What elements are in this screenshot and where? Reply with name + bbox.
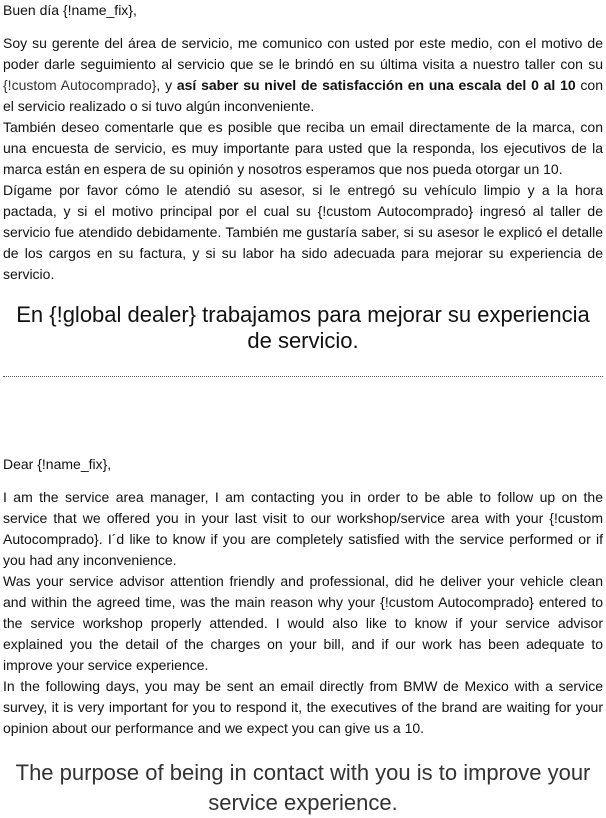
spacer (3, 475, 603, 487)
spanish-paragraph-1-text-b: , y (156, 77, 177, 93)
english-paragraph-3: In the following days, you may be sent an email directly from BMW de Mexico with a service survey, it is very important for you to respond it, the executives of the brand are waiting for your opinion about our performance and we expect you can give us a 10. (3, 678, 603, 736)
spanish-closing-heading: En {!global dealer} trabajamos para mejorar su experiencia de servicio. (16, 302, 590, 353)
english-paragraph-1-text-b: . I´d like to know if you are completely satisfied with the service performed or if you had any inconvenience. (3, 531, 603, 568)
english-paragraph-1-text-a: I am the service area manager, I am contacting you in order to be able to follow up on the service that we offered you in your last visit to our workshop/service area with your (3, 489, 603, 526)
spacer (3, 21, 603, 33)
email-template-document (3, 0, 603, 818)
english-paragraph-1 (3, 487, 603, 571)
english-closing-heading: The purpose of being in contact with you is to improve your service experience. (15, 760, 591, 815)
english-greeting: Dear {!name_fix}, (3, 456, 112, 472)
english-paragraph-2: Was your service advisor attention friendly and professional, did he deliver your vehicle clean and within the agreed time, was the main reason why your {!custom Autocomprado} entered to the service workshop properly attended. I would also like to know if your service advisor explained you the detail of the charges on your bill, and if our work has been adequate to improve your service experience. (3, 573, 603, 673)
spanish-paragraph-2: También deseo comentarle que es posible que reciba un email directamente de la marca, con una encuesta de servicio, es muy importante para usted que la responda, los ejecutivos de la marca están en espera de su opinión y nosotros esperamos que nos pueda otorgar un 10. (3, 119, 603, 177)
spanish-paragraph-3: Dígame por favor cómo le atendió su asesor, si le entregó su vehículo limpio y a la hora pactada, y si el motivo principal por el cual su {!custom Autocomprado} ingresó al taller de servicio fue atendido debidamente. También me gustaría saber, si su asesor le explicó el detalle de los cargos en su factura, y si su labor ha sido adecuada para mejorar su experiencia de servicio. (3, 182, 603, 282)
custom-autocomprado-token: {!custom Autocomprado} (3, 77, 157, 93)
spanish-section (3, 0, 603, 354)
section-divider (3, 376, 603, 377)
spacer (3, 385, 603, 454)
spanish-paragraph-1-bold: así saber su nivel de satisfacción en una escala del 0 al 10 (176, 77, 576, 93)
spanish-paragraph-1-text-c: con el servicio realizado o si tuvo algún inconveniente. (3, 77, 603, 114)
spanish-greeting: Buen día {!name_fix}, (3, 2, 137, 18)
spanish-paragraph-1 (3, 33, 603, 117)
spanish-paragraph-1-text-a: Soy su gerente del área de servicio, me comunico con usted por este medio, con el motivo de poder darle seguimiento al servicio que se le brindó en su última visita a nuestro taller con su (3, 35, 603, 72)
custom-autocomprado-token: {!custom Autocomprado} (3, 510, 603, 547)
english-section (3, 454, 603, 818)
